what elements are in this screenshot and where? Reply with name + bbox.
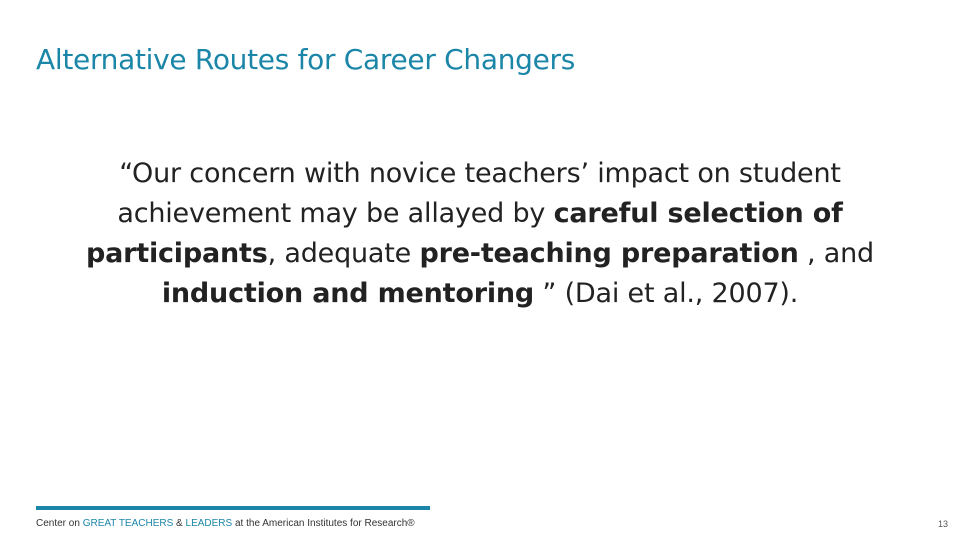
footer-divider	[36, 506, 430, 510]
footer-ampersand: &	[173, 518, 186, 529]
quote-part-1: “Our concern with novice teachers’ impact on student achievement may be allayed by	[117, 158, 841, 229]
footer-prefix: Center on	[36, 518, 83, 529]
quote-part-4: ” (Dai et al., 2007).	[534, 278, 799, 309]
slide-title: Alternative Routes for Career Changers	[36, 43, 576, 76]
quote-part-3: , and	[798, 238, 875, 269]
quote-text	[60, 154, 900, 314]
quote-emphasis-preparation: pre-teaching preparation	[419, 238, 799, 269]
footer-leaders: LEADERS	[185, 518, 233, 529]
quote-emphasis-selection: careful selection of participants	[85, 198, 843, 269]
footer-suffix: at the American Institutes for Research®	[232, 518, 415, 529]
footer-organization	[36, 515, 416, 533]
quote-emphasis-mentoring: induction and mentoring	[161, 278, 535, 309]
footer-great-teachers: GREAT TEACHERS	[82, 518, 174, 529]
quote-part-2: , adequate	[267, 238, 420, 269]
page-number: 13	[937, 519, 948, 529]
